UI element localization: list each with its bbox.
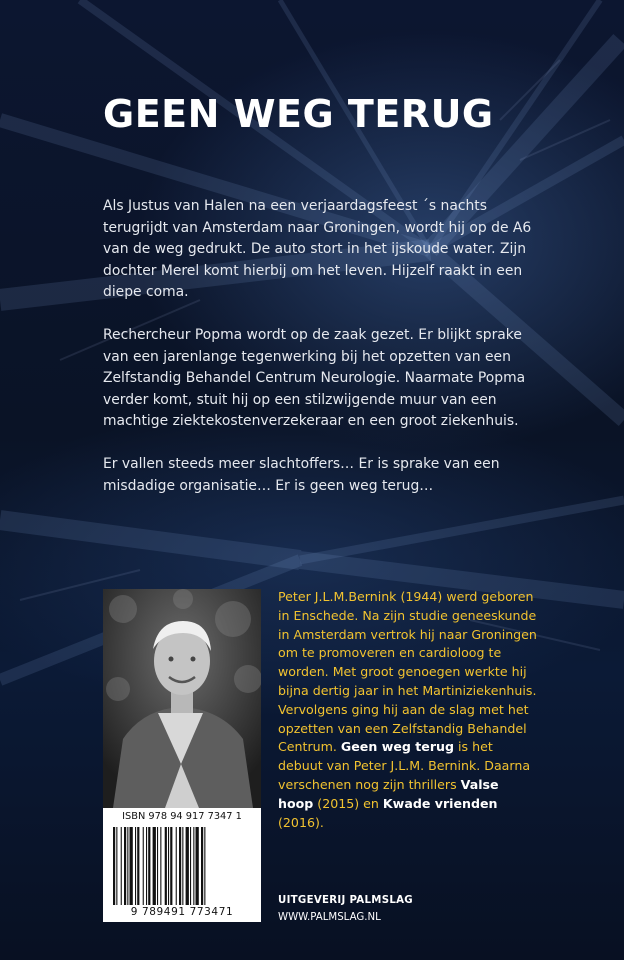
- barcode-bar: [148, 827, 150, 905]
- barcode-bar: [186, 827, 189, 905]
- barcode-bar: [153, 827, 156, 905]
- barcode-bar: [113, 827, 115, 905]
- bio-intro: Peter J.L.M.Bernink (1944) werd geboren in Enschede. Na zijn studie geneeskunde in Amsterdam vertrok hij naar Groningen om te promoveren en cardioloog te worden. Met groot genoegen werkte hij bijna dertig jaar in het Martiniziekenhuis. Vervolgens ging hij aan de slag met het opzetten van een Zelfstandig Behandel Centrum.: [278, 589, 537, 755]
- barcode-bar: [157, 827, 158, 905]
- barcode-bar: [121, 827, 122, 905]
- bio-text: (2015) en: [313, 795, 383, 811]
- barcode-bar: [143, 827, 144, 905]
- bio-thriller-title: Valse hoop: [278, 776, 499, 811]
- barcode-bar: [204, 827, 205, 905]
- barcode-bar: [124, 827, 126, 905]
- blurb-paragraph: Als Justus van Halen na een verjaardagsfeest ´s nachts terugrijdt van Amsterdam naar Groningen, wordt hij op de A6 van de weg gedrukt. De auto stort in het ijskoude water. Zijn dochter Merel komt hierbij om het leven. Hijzelf raakt in een diepe coma.: [103, 198, 532, 300]
- barcode-bar: [170, 827, 172, 905]
- blurb-paragraph: Er vallen steeds meer slachtoffers… Er is sprake van een misdadige organisatie… Er is geen weg terug…: [103, 456, 500, 494]
- book-title: GEEN WEG TERUG: [103, 92, 494, 136]
- bio-text: (2016).: [278, 814, 324, 830]
- barcode-bar: [193, 827, 194, 905]
- barcode-bar: [182, 827, 183, 905]
- isbn-barcode: [103, 808, 261, 922]
- publisher-info: [278, 892, 413, 926]
- bio-thriller-title: Kwade vrienden: [382, 795, 498, 811]
- bio-text: is het debuut van Peter J.L.M. Bernink. Daarna verschenen nog zijn thrillers: [278, 739, 531, 792]
- publisher-website[interactable]: WWW.PALMSLAG.NL: [278, 912, 381, 923]
- barcode-bar: [160, 827, 161, 905]
- blurb-paragraph: Rechercheur Popma wordt op de zaak gezet. Er blijkt sprake van een jarenlange tegenwerking bij het opzetten van een Zelfstandig Behandel Centrum Neurologie. Naarmate Popma verder komt, stuit hij op een stilzwijgende muur van een machtige ziektekostenverzekeraar en een groot ziekenhuis.: [103, 327, 526, 429]
- barcode-bar: [116, 827, 117, 905]
- barcode-bar: [137, 827, 139, 905]
- barcode-bars: [113, 827, 251, 905]
- bio-book-title: Geen weg terug: [340, 739, 455, 755]
- barcode-bar: [135, 827, 136, 905]
- barcode-bar: [176, 827, 177, 905]
- barcode-bar: [190, 827, 191, 905]
- barcode-bar: [168, 827, 169, 905]
- author-photo: [103, 589, 261, 808]
- author-bio: [278, 588, 538, 832]
- barcode-bar: [179, 827, 181, 905]
- barcode-bar: [201, 827, 203, 905]
- barcode-digits: 9 789491 773471: [130, 906, 234, 918]
- barcode-bar: [146, 827, 147, 905]
- barcode-bar: [130, 827, 133, 905]
- book-blurb: [103, 196, 535, 519]
- barcode-bar: [196, 827, 199, 905]
- isbn-label: ISBN 978 94 917 7347 1: [122, 811, 242, 822]
- publisher-name: UITGEVERIJ PALMSLAG: [278, 895, 413, 906]
- barcode-bar: [127, 827, 128, 905]
- barcode-bar: [165, 827, 167, 905]
